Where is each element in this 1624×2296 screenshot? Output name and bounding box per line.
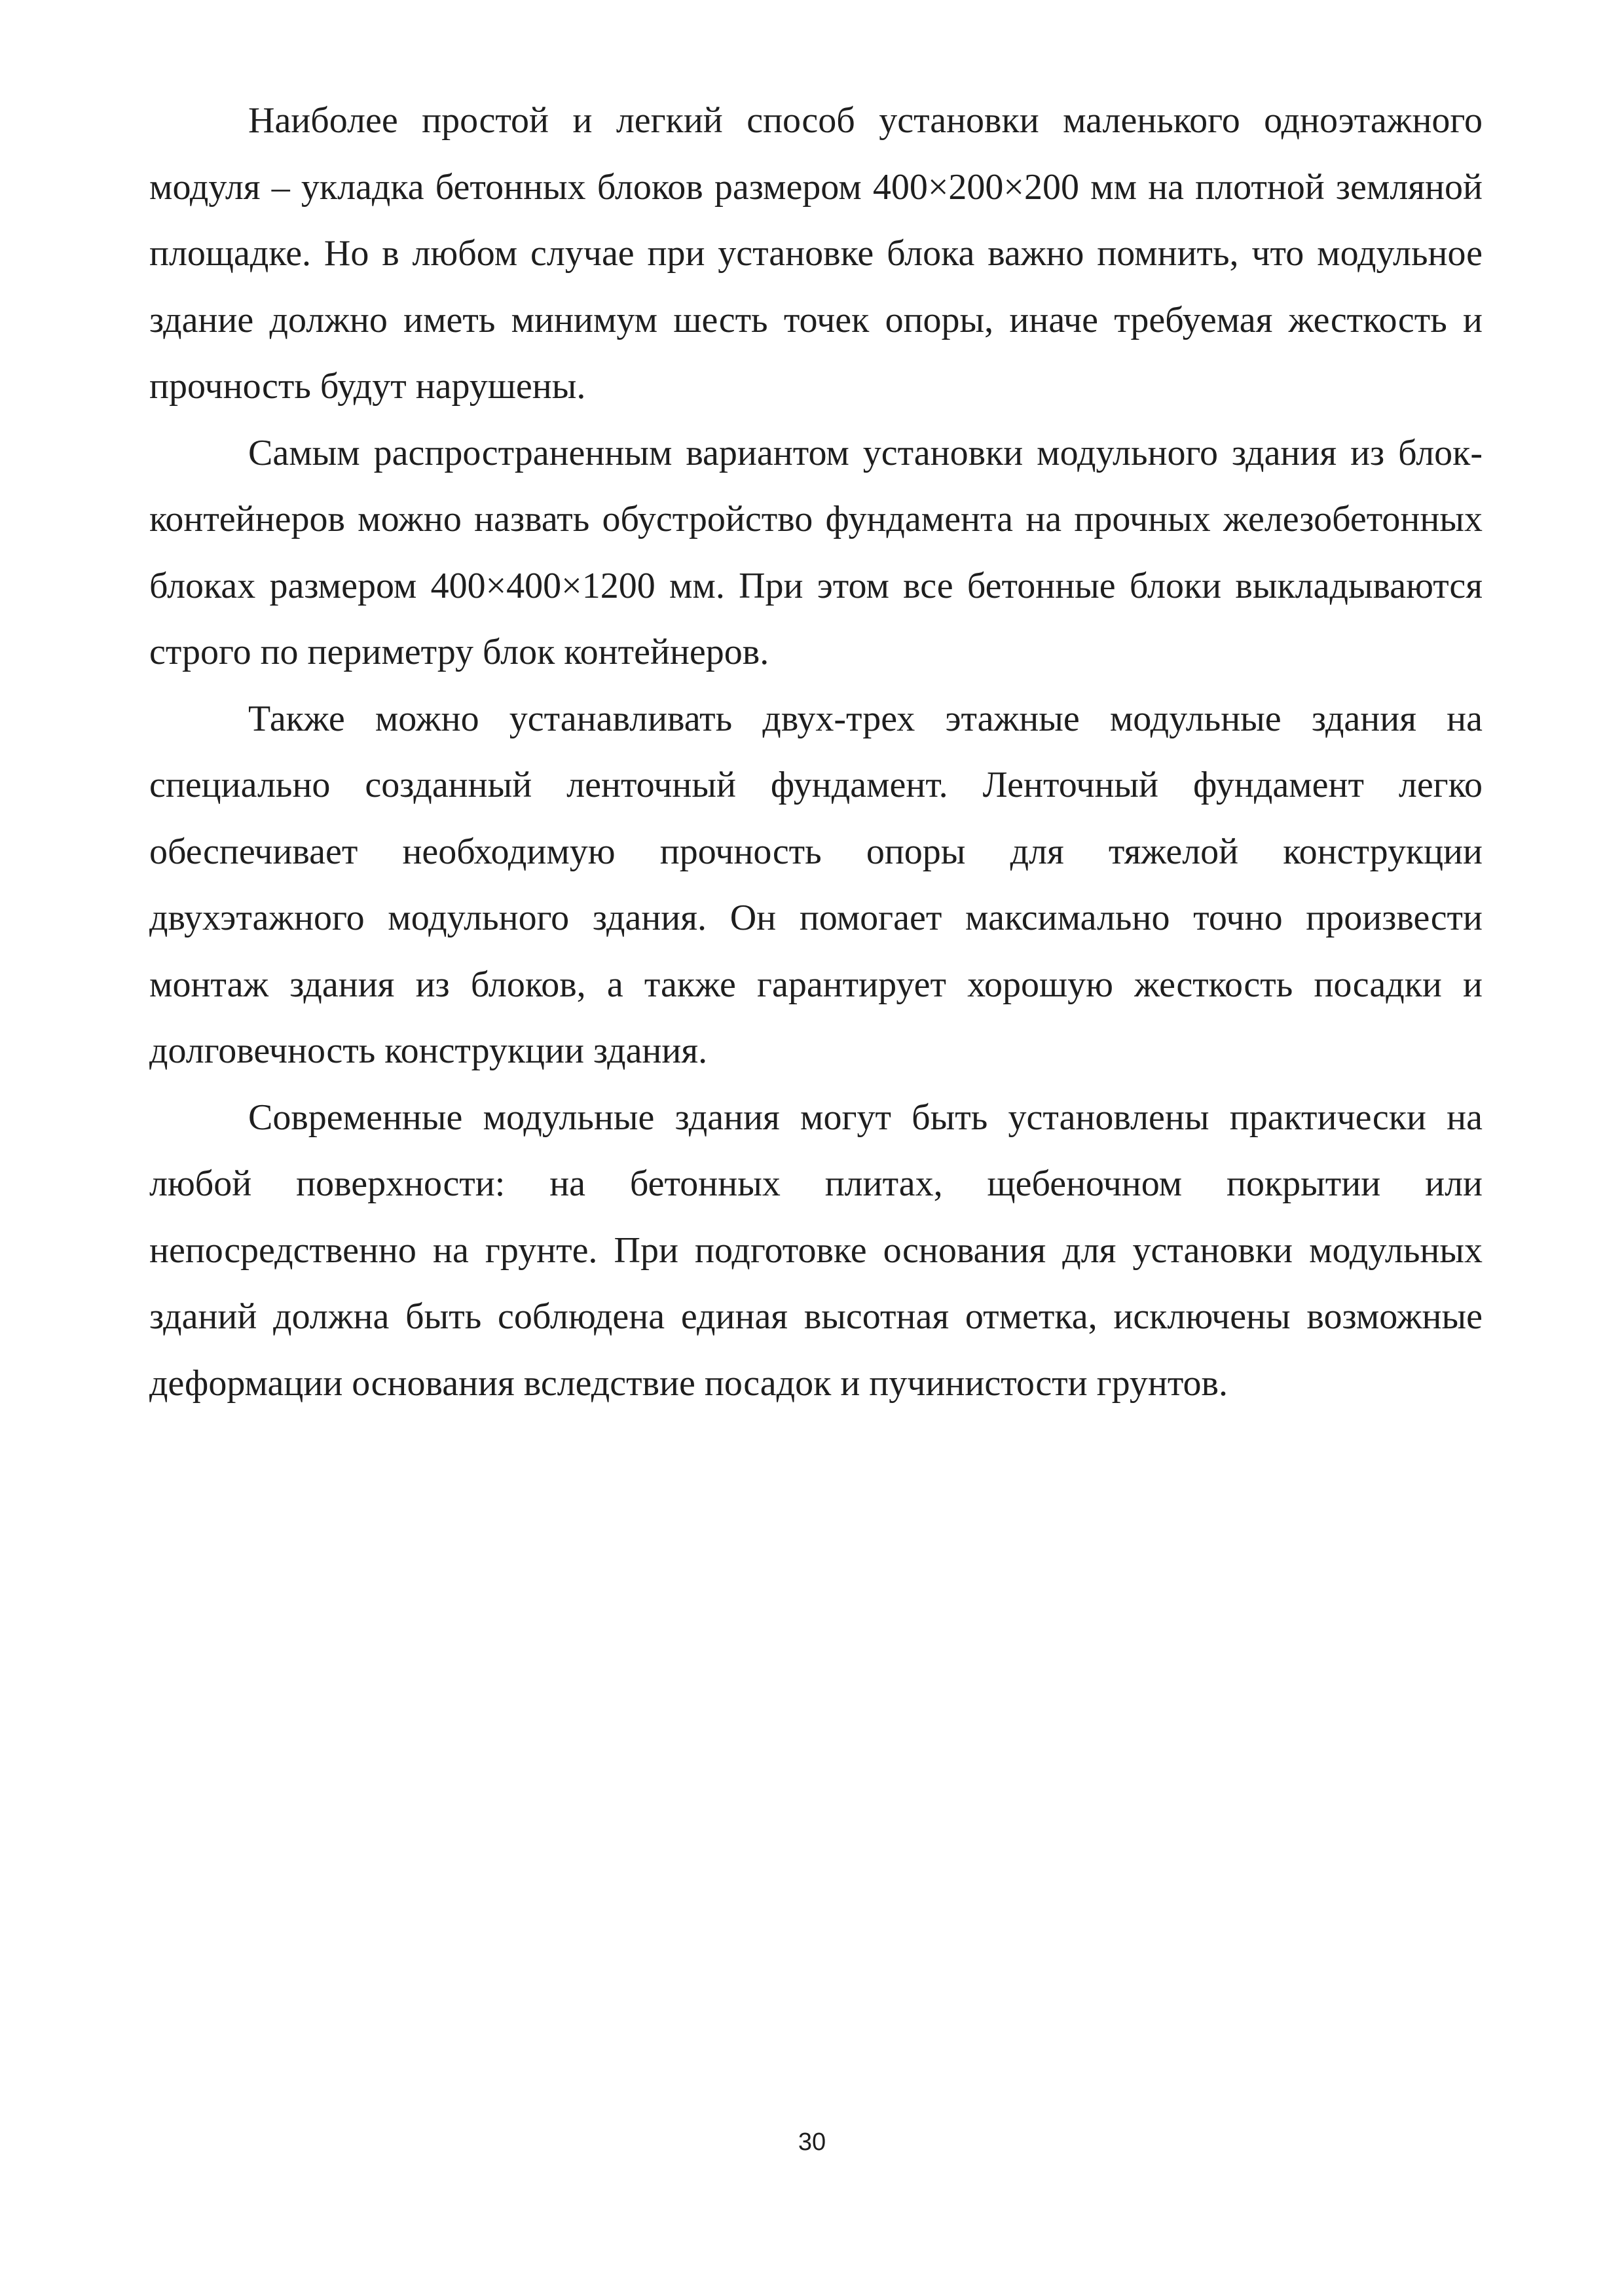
paragraph-1: Наиболее простой и легкий способ установки маленького одноэтажного модуля – укладка бетонных блоков размером 400×200×200 мм на плотной земляной площадке. Но в любом случае при установке блока важно помнить, что модульное здание должно иметь минимум шесть точек опоры, иначе требуемая жесткость и прочность будут нарушены.: [149, 100, 1483, 407]
paragraph-2: Самым распространенным вариантом установки модульного здания из блок-контейнеров можно назвать обустройство фундамента на прочных железобетонных блоках размером 400×400×1200 мм. При этом все бетонные блоки выкладываются строго по периметру блок контейнеров.: [149, 432, 1483, 672]
paragraph-3: Также можно устанавливать двух-трех этажные модульные здания на специально созданный ленточный фундамент. Ленточный фундамент легко обеспечивает необходимую прочность опоры для тяжелой конструкции двухэтажного модульного здания. Он помогает максимально точно произвести монтаж здания из блоков, а также гарантирует хорошую жесткость посадки и долговечность конструкции здания.: [149, 698, 1483, 1071]
paragraph-4: Современные модульные здания могут быть установлены практически на любой поверхности: на бетонных плитах, щебеночном покрытии или непосредственно на грунте. При подготовке основания для установки модульных зданий должна быть соблюдена единая высотная отметка, исключены возможные деформации основания вследствие посадок и пучинистости грунтов.: [149, 1097, 1483, 1404]
page-number: 30: [798, 2128, 826, 2156]
body-text: [149, 88, 1483, 1417]
